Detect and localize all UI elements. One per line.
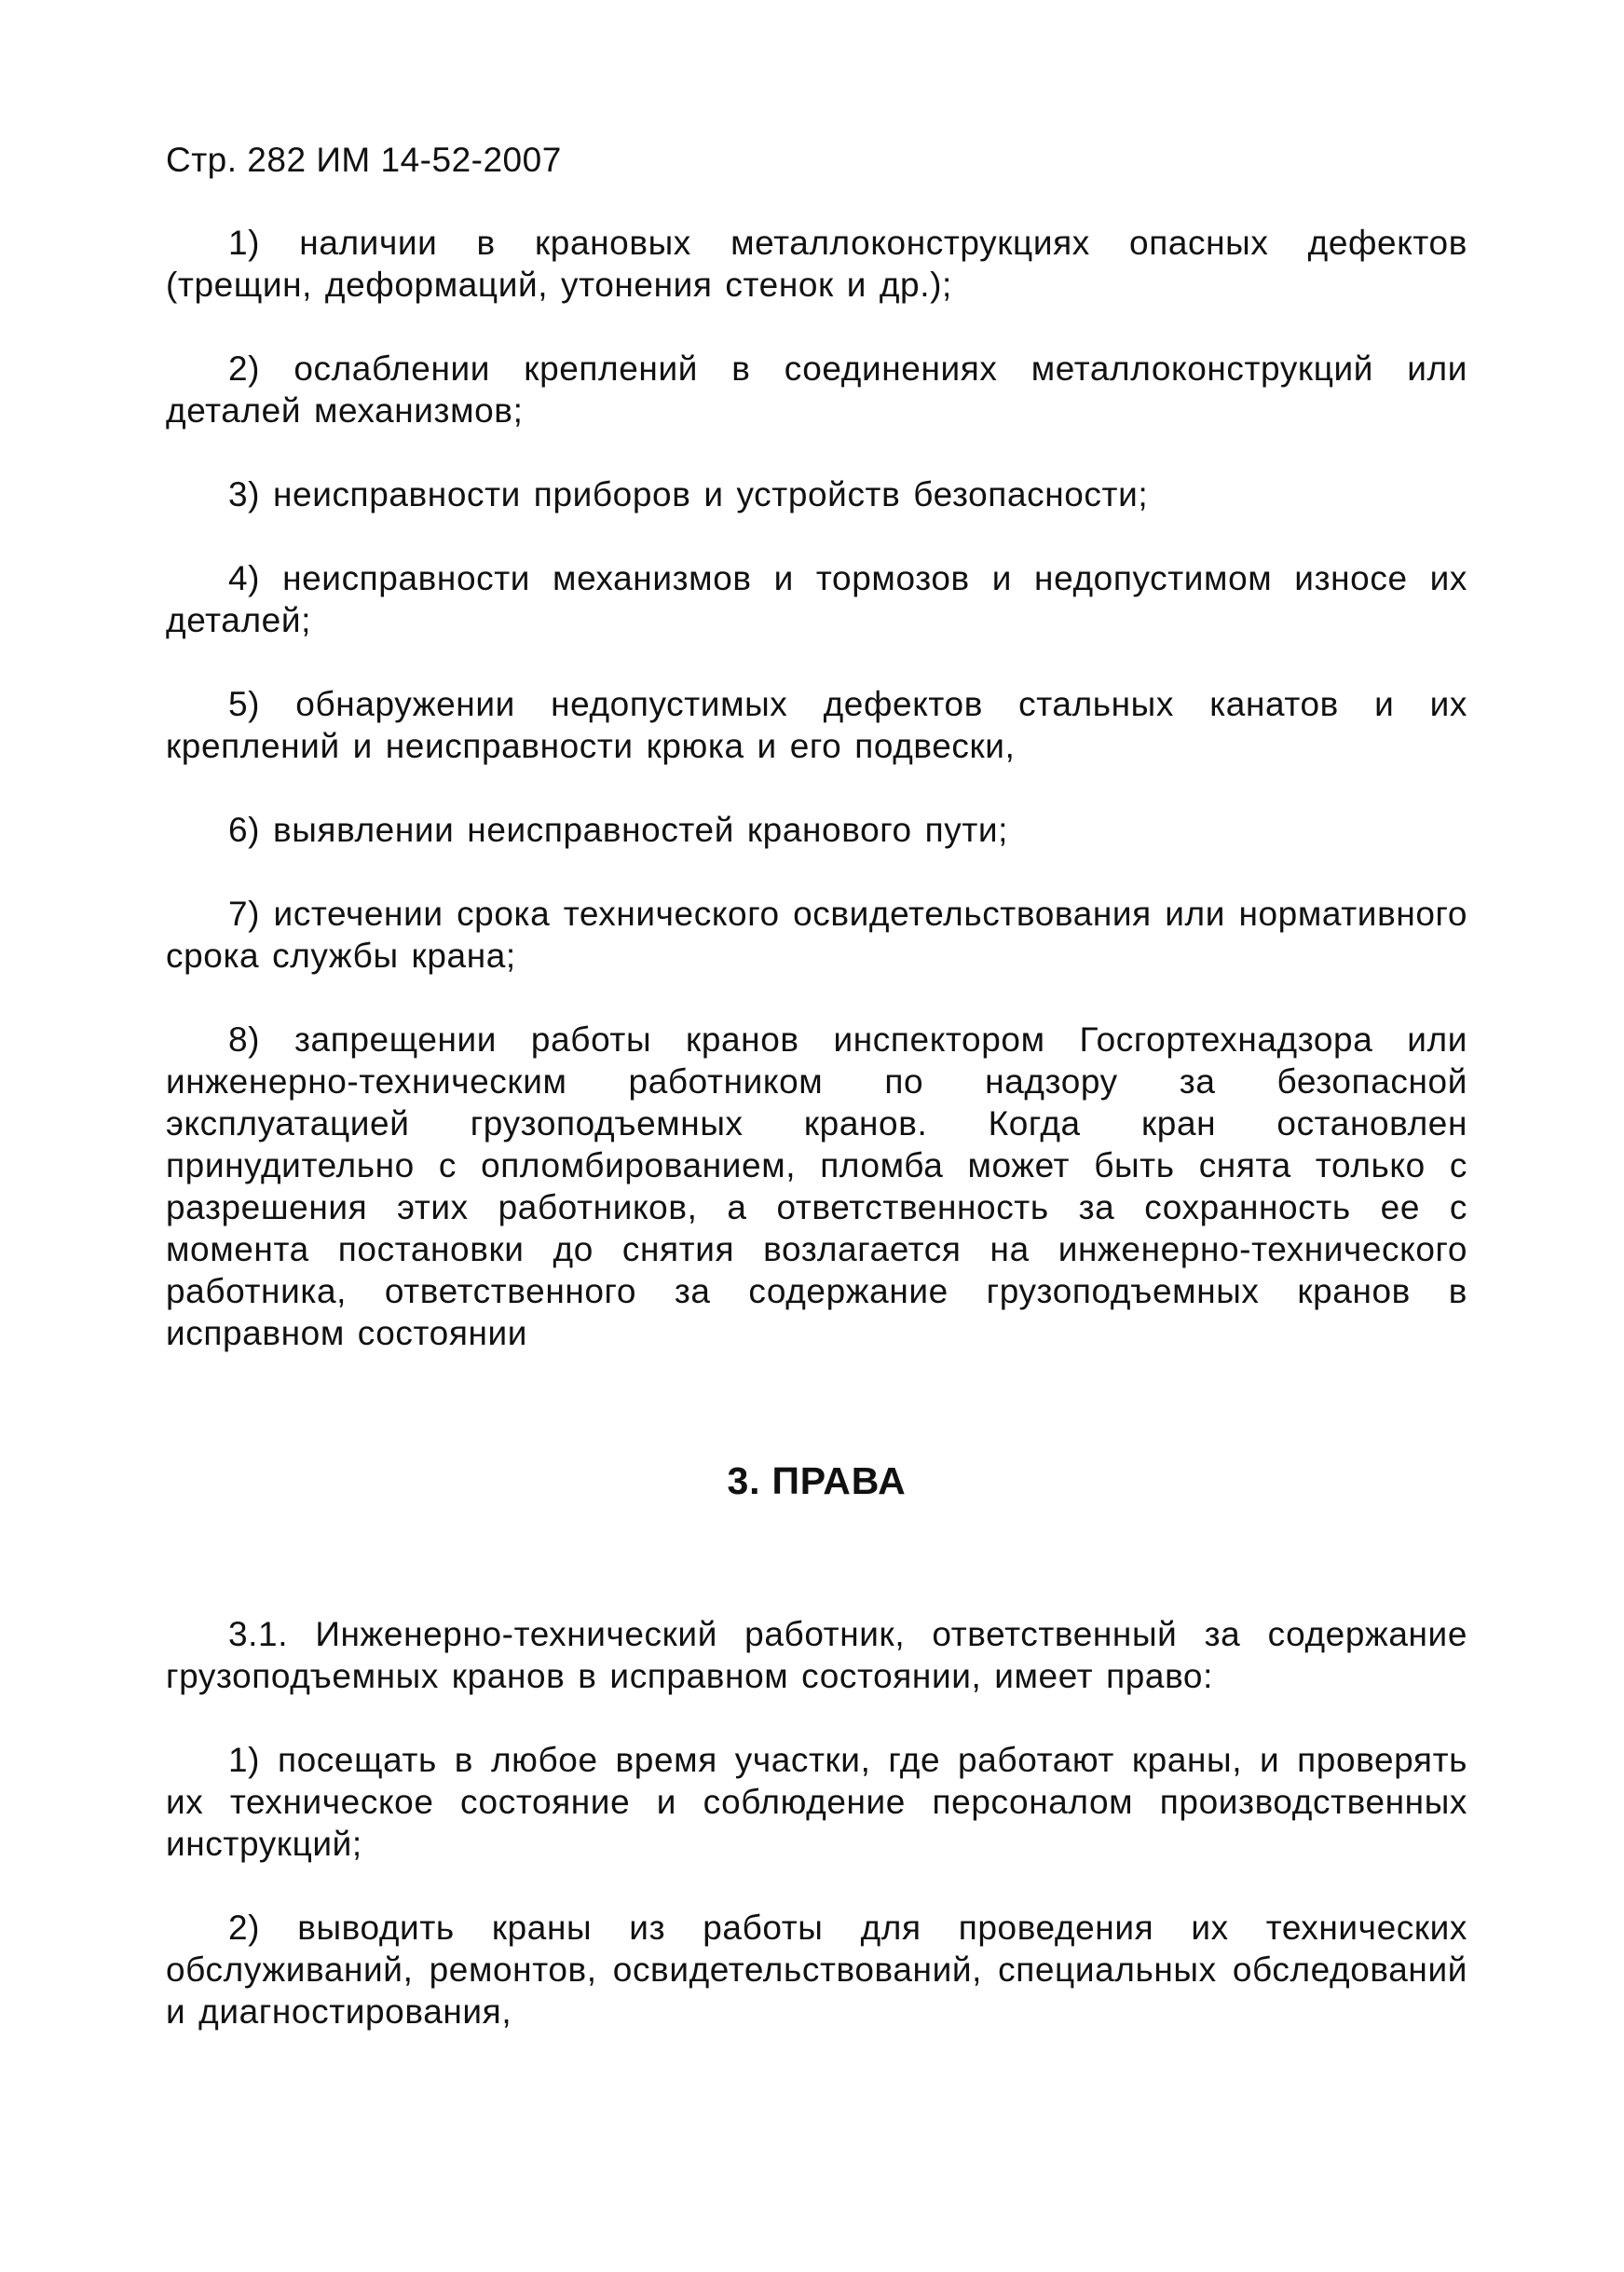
list-item-1: 1) наличии в крановых металлоконструкциях опасных дефектов (трещин, деформаций, утонения стенок и др.);	[166, 224, 1467, 304]
list-item-6: 6) выявлении неисправностей кранового пути;	[228, 811, 1009, 849]
section-intro: 3.1. Инженерно-технический работник, ответственный за содержание грузоподъемных кранов в исправном состоянии, имеет право:	[166, 1615, 1467, 1695]
rights-item-1: 1) посещать в любое время участки, где работают краны, и проверять их техническое состояние и соблюдение персоналом производственных инструкций;	[166, 1741, 1467, 1863]
section-title: 3. ПРАВА	[727, 1459, 907, 1502]
document-code: ИМ 14-52-2007	[316, 141, 562, 179]
list-item-3: 3) неисправности приборов и устройств безопасности;	[228, 475, 1149, 513]
list-item-5: 5) обнаружении недопустимых дефектов стальных канатов и их креплений и неисправности крюка и его подвески,	[166, 685, 1467, 765]
list-item-8: 8) запрещении работы кранов инспектором Госгортехнадзора или инженерно-техническим работником по надзору за безопасной эксплуатацией грузоподъемных кранов. Когда кран остановлен принудительно с опломбированием, пломба может быть снята только с разрешения этих работников, а ответственность за сохранность ее с момента постановки до снятия возлагается на инженерно-технического работника, ответственного за содержание грузоподъемных кранов в исправном состоянии	[166, 1020, 1467, 1352]
page-header	[166, 140, 1467, 181]
list-item-4: 4) неисправности механизмов и тормозов и недопустимом износе их деталей;	[166, 559, 1467, 639]
page-number: Стр. 282	[166, 141, 307, 179]
list-item-7: 7) истечении срока технического освидетельствования или нормативного срока службы крана;	[166, 895, 1467, 975]
rights-item-2: 2) выводить краны из работы для проведения их технических обслуживаний, ремонтов, освидетельствований, специальных обследований и диагностирования,	[166, 1909, 1467, 2031]
list-item-2: 2) ослаблении креплений в соединениях металлоконструкций или деталей механизмов;	[166, 349, 1467, 430]
